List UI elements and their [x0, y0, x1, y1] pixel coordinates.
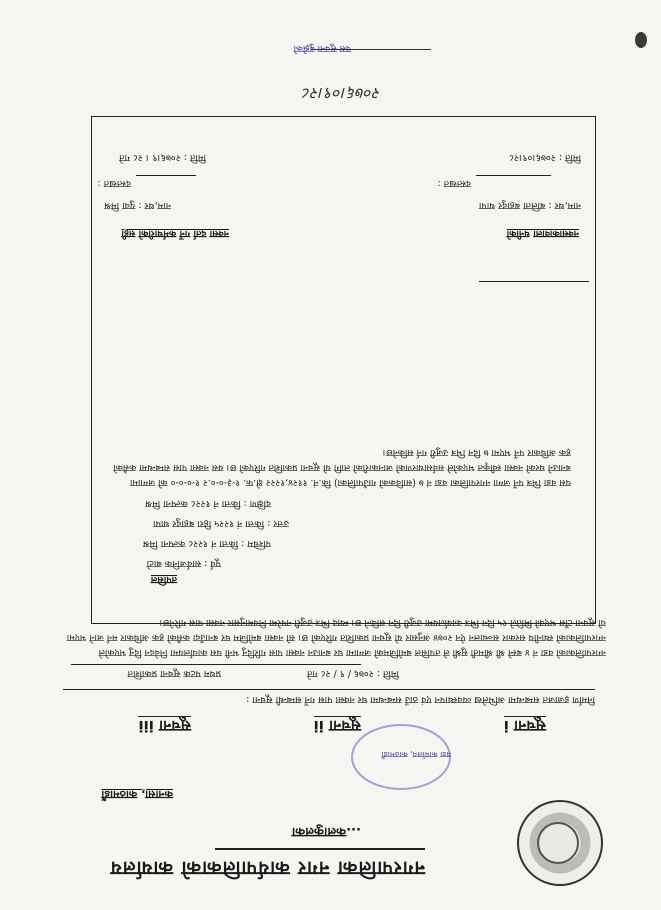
boundary-east: पूर्व : सार्वजनिक बाटो [146, 558, 221, 569]
signature-title-left: नक्सा दर्ता गर्ने कर्मचारीको सही [121, 228, 229, 239]
land-description-paragraph: यस वडा भित्र पर्ने जग्गा नगरपालिका वडा नं ७ (साविकको गाउँपालिका) कि.नं. ११२४,१२२२ क्षे.फ. १-३-०-०.२ १-०-०-० को जग्गामा बनाउने घरको नक्सा स्वीकृत भएकोले सर्वसाधारणको जानकारीको लागि यो सूचना प्रकाशित गरिएको छ। यस नक्सा पास सम्बन्धमा कसैको हक अधिकार पर्ने भएमा ७ दिन भित्र उजुरी गर्न सकिनेछ। [113, 447, 571, 488]
signature-date-right: मिति : २०७६।०९।२८ [509, 152, 581, 163]
office-stamp-text: वडा कार्यालय, काठमाडौं [381, 750, 451, 759]
notice-ii: सूचना ii [313, 717, 361, 735]
signature-label-left: दस्तखत : [97, 178, 131, 189]
office-address: कनासा, काठमाडौं [101, 788, 173, 801]
notice-body-paragraph: नगरपालिकाको वडा नं ४ बस्ने श्री श्रीमती सुश्री ले तपसिल बमोजिमको जग्गामा घर बनाउन नक्सा पास गरिदिनु भनी यस कार्यालयमा निवेदन दिनु भएकोले नगरपालिकाको स्थानीय सरकार सञ्चालन ऐन २०७४ अनुसार यो सूचना प्रकाशित गरिएको छ। सो नक्सा बमोजिम घर बनाउँदा कसैको हक अधिकार मर्न जाने भएमा यो सूचना टाँस भएको मितिले १५ दिन भित्र कार्यालयमा उजुरी दिन सकिने छ। म्याद भित्र उजुरी नपरेमा नियमानुसार नक्सा पास गरिनेछ। [66, 617, 606, 658]
signature-mark-right [476, 175, 551, 198]
signature-date-left: मिति : २०७६।९ । २८ गते [119, 152, 206, 163]
boundary-north: उत्तर : कित्ता नं १२२५ हिरा बहादुर थापा [153, 518, 289, 529]
signature-title-right: नक्साकावाला धनीको [506, 228, 579, 239]
instruction-text: निर्माण इजाजत सम्बन्धमा अभिलेख व्यवस्थापन एवं ठाउँ सम्बन्धमा घर नक्सा पास गर्ने सम्बन्धी सूचना : [246, 694, 595, 705]
publication-rule [71, 664, 361, 665]
title-underline [215, 848, 425, 850]
notice-i: सूचना i [503, 717, 546, 735]
boundary-south: दक्षिण : कित्ता नं १२२८ कल्पना मिश्र [145, 498, 271, 509]
signature-label-right: दस्तखत : [437, 178, 471, 189]
tapasil-heading: तपसिल [150, 574, 177, 585]
notice-iii: सूचना iii [138, 717, 191, 735]
signature-mark-left [136, 175, 196, 198]
instruction-rule [63, 689, 595, 690]
boundary-west: पश्चिम : कित्ता नं १२२८ कल्पना मिश्र [142, 538, 271, 549]
handwritten-date: २०७६।०९।२८ [302, 84, 381, 103]
officer-signature-line [479, 281, 589, 304]
signatory-name-left: नाम,थर : युवा मिश्र [104, 200, 171, 211]
office-title: नगरपालिका नगर कार्यपालिकाको कार्यालय [109, 857, 425, 879]
office-subtitle: ...कलाकुलका [291, 824, 361, 839]
nepal-emblem-logo [517, 800, 603, 886]
signatory-name-right: नाम,थर : बलिता बहादुर थापा [478, 200, 581, 211]
publication-date: मिति : २०७६ / ९ / २८ गते [306, 668, 399, 679]
receipt-stamp-text: यस सूचना बुझेको [293, 43, 351, 53]
hole-punch-mark [635, 32, 647, 48]
publication-label: प्रथम पटक सूचना प्रकाशित [127, 668, 221, 679]
